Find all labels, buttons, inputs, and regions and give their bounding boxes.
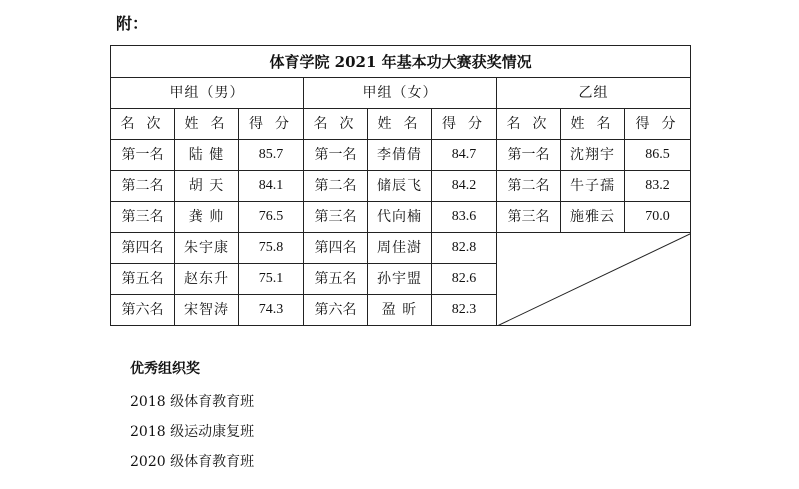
diagonal-line [497, 233, 691, 326]
group-header-women: 甲组（女） [304, 78, 497, 109]
cell-men-rank: 第六名 [111, 295, 175, 326]
cell-b-rank: 第三名 [497, 202, 561, 233]
cell-women-score: 82.8 [432, 233, 497, 264]
cell-men-rank: 第一名 [111, 140, 175, 171]
cell-b-name: 沈翔宇 [561, 140, 625, 171]
cell-women-score: 84.2 [432, 171, 497, 202]
cell-men-name: 赵东升 [175, 264, 239, 295]
cell-women-rank: 第五名 [304, 264, 368, 295]
cell-b-score: 86.5 [625, 140, 691, 171]
column-header-score: 得分 [432, 109, 497, 140]
attachment-heading: 附： [116, 14, 149, 33]
table-title: 体育学院 2021 年基本功大赛获奖情况 [111, 46, 691, 78]
cell-men-rank: 第五名 [111, 264, 175, 295]
column-header-rank: 名次 [497, 109, 561, 140]
organization-award-title: 优秀组织奖 [130, 361, 200, 377]
cell-men-rank: 第二名 [111, 171, 175, 202]
cell-women-rank: 第六名 [304, 295, 368, 326]
cell-women-score: 83.6 [432, 202, 497, 233]
cell-men-score: 74.3 [239, 295, 304, 326]
empty-cell-diagonal [497, 233, 691, 326]
cell-men-score: 75.1 [239, 264, 304, 295]
cell-women-score: 82.3 [432, 295, 497, 326]
table-row [111, 140, 691, 171]
cell-women-rank: 第四名 [304, 233, 368, 264]
awards-table [110, 45, 691, 326]
cell-men-rank: 第四名 [111, 233, 175, 264]
cell-b-score: 70.0 [625, 202, 691, 233]
cell-women-rank: 第二名 [304, 171, 368, 202]
table-row [111, 171, 691, 202]
cell-men-score: 76.5 [239, 202, 304, 233]
cell-men-name: 宋智涛 [175, 295, 239, 326]
cell-women-rank: 第一名 [304, 140, 368, 171]
cell-men-name: 龚 帅 [175, 202, 239, 233]
cell-men-score: 75.8 [239, 233, 304, 264]
column-header-score: 得分 [625, 109, 691, 140]
column-header-name: 姓名 [368, 109, 432, 140]
cell-women-name: 周佳澍 [368, 233, 432, 264]
cell-men-score: 85.7 [239, 140, 304, 171]
organization-award-item: 2018 级运动康复班 [130, 424, 255, 440]
table-row [111, 233, 691, 264]
cell-b-rank: 第二名 [497, 171, 561, 202]
cell-women-name: 李倩倩 [368, 140, 432, 171]
organization-award-item: 2018 级体育教育班 [130, 394, 255, 410]
column-header-rank: 名次 [304, 109, 368, 140]
cell-women-name: 盈 昕 [368, 295, 432, 326]
cell-women-name: 孙宇盟 [368, 264, 432, 295]
cell-b-rank: 第一名 [497, 140, 561, 171]
cell-men-score: 84.1 [239, 171, 304, 202]
cell-men-name: 陆 健 [175, 140, 239, 171]
cell-women-score: 82.6 [432, 264, 497, 295]
cell-men-rank: 第三名 [111, 202, 175, 233]
organization-award-item: 2020 级体育教育班 [130, 454, 255, 470]
group-header-men: 甲组（男） [111, 78, 304, 109]
table-row [111, 202, 691, 233]
cell-women-score: 84.7 [432, 140, 497, 171]
cell-women-name: 储辰飞 [368, 171, 432, 202]
cell-b-score: 83.2 [625, 171, 691, 202]
cell-men-name: 朱宇康 [175, 233, 239, 264]
cell-women-rank: 第三名 [304, 202, 368, 233]
column-header-score: 得分 [239, 109, 304, 140]
cell-b-name: 施雅云 [561, 202, 625, 233]
cell-b-name: 牛子孺 [561, 171, 625, 202]
cell-women-name: 代向楠 [368, 202, 432, 233]
cell-men-name: 胡 天 [175, 171, 239, 202]
column-header-name: 姓名 [561, 109, 625, 140]
column-header-rank: 名次 [111, 109, 175, 140]
column-header-name: 姓名 [175, 109, 239, 140]
group-header-b: 乙组 [497, 78, 691, 109]
